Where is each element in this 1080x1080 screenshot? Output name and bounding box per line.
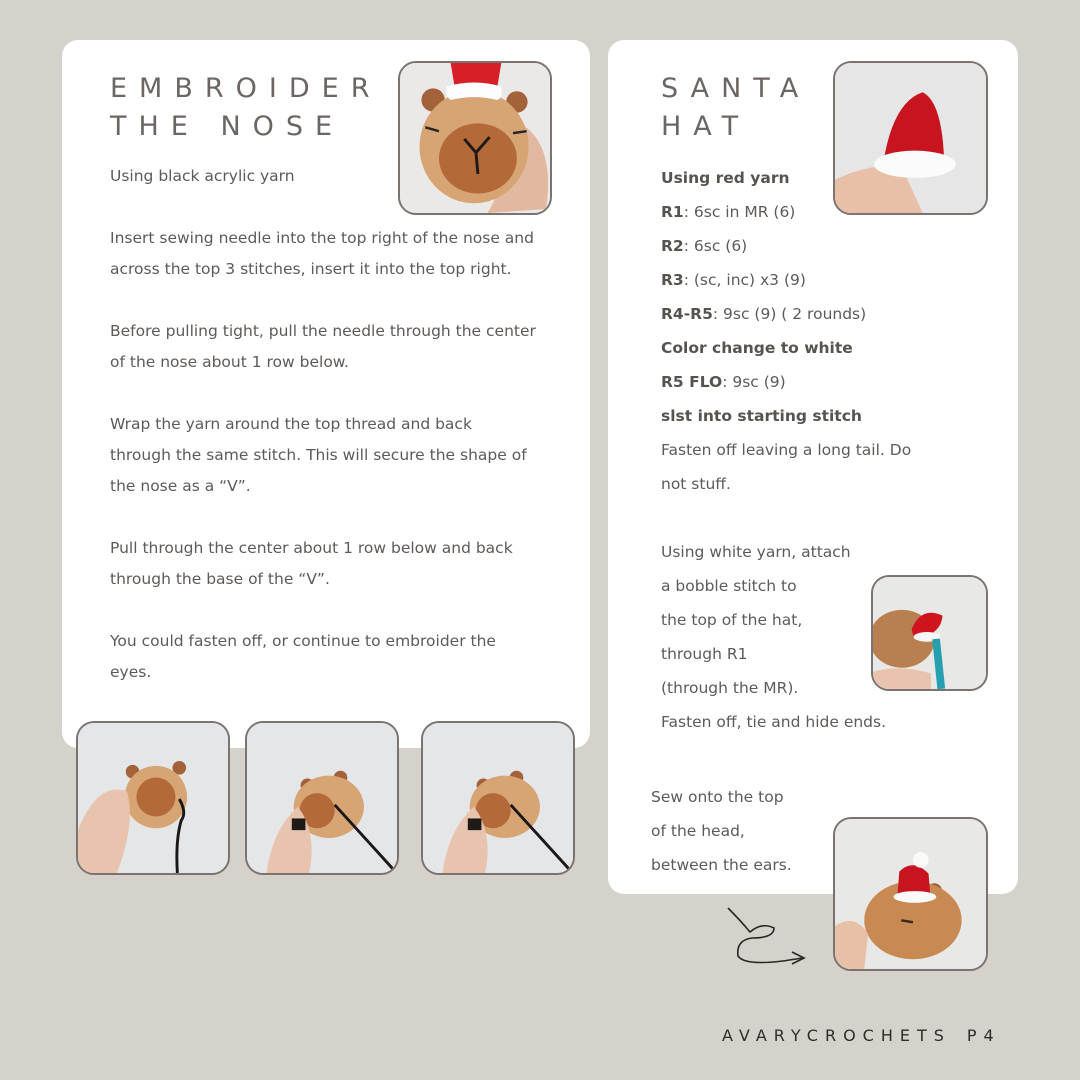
fasten-note: not stuff. [661, 475, 731, 493]
embroider-title [110, 70, 381, 146]
bobble-line: a bobble stitch to [661, 577, 797, 595]
nose-step-3-photo [421, 721, 575, 875]
sew-instructions [651, 780, 851, 882]
title-line-2: THE NOSE [110, 111, 345, 142]
instruction-line: across the top 3 stitches, insert it into the top right. [110, 260, 512, 278]
yarn-note: Using black acrylic yarn [110, 167, 295, 185]
santa-hat-title [661, 70, 810, 146]
yarn-note: Using red yarn [661, 169, 790, 187]
row-label: R3 [661, 271, 684, 289]
fasten-note: Fasten off leaving a long tail. Do [661, 441, 912, 459]
instruction-line: through the same stitch. This will secure the shape of [110, 446, 527, 464]
slst-note: slst into starting stitch [661, 407, 862, 425]
instruction-line: Before pulling tight, pull the needle through the center [110, 322, 536, 340]
bobble-stitch-photo [871, 575, 988, 691]
curly-arrow-icon [722, 902, 812, 972]
row-label: R2 [661, 237, 684, 255]
fasten-end-note: Fasten off, tie and hide ends. [661, 713, 887, 731]
row-label: R1 [661, 203, 684, 221]
row-text: : 9sc (9) ( 2 rounds) [712, 305, 867, 323]
bobble-line: Using white yarn, attach [661, 543, 851, 561]
sew-line: of the head, [651, 822, 745, 840]
row-text: : 6sc (6) [683, 237, 748, 255]
santa-hat-photo [833, 61, 988, 215]
row-text: : 6sc in MR (6) [683, 203, 796, 221]
bobble-line: through R1 [661, 645, 748, 663]
sew-line: Sew onto the top [651, 788, 784, 806]
row-label: R4-R5 [661, 305, 713, 323]
title-line-1: SANTA [661, 73, 811, 104]
title-line-1: EMBROIDER [110, 73, 382, 104]
pattern-row-r3 [661, 263, 1011, 297]
pattern-row-r4-r5 [661, 297, 1011, 331]
embroider-instructions [110, 223, 580, 688]
bobble-line: the top of the hat, [661, 611, 803, 629]
row-text: : 9sc (9) [722, 373, 786, 391]
instruction-line: You could fasten off, or continue to embroider the [110, 632, 496, 650]
nose-step-2-photo [245, 721, 399, 875]
bobble-line: (through the MR). [661, 679, 799, 697]
instruction-line: of the nose about 1 row below. [110, 353, 349, 371]
nose-step-1-photo [76, 721, 230, 875]
instruction-line: Wrap the yarn around the top thread and back [110, 415, 472, 433]
brand-name: AVARYCROCHETS [722, 1026, 951, 1045]
finished-capybara-photo [833, 817, 988, 971]
page-number: P4 [966, 1026, 1001, 1045]
instruction-line: Pull through the center about 1 row below and back [110, 539, 513, 557]
color-change-note: Color change to white [661, 339, 853, 357]
title-line-2: HAT [661, 111, 751, 142]
row-label: R5 FLO [661, 373, 723, 391]
row-text: : (sc, inc) x3 (9) [683, 271, 806, 289]
instruction-line: Insert sewing needle into the top right of the nose and [110, 229, 534, 247]
instruction-line: through the base of the “V”. [110, 570, 330, 588]
sew-line: between the ears. [651, 856, 792, 874]
pattern-row-r2 [661, 229, 1011, 263]
page-footer [722, 1026, 1001, 1045]
capybara-nose-closeup-photo [398, 61, 552, 215]
pattern-row-r5-flo [661, 365, 1011, 399]
instruction-line: the nose as a “V”. [110, 477, 251, 495]
instruction-line: eyes. [110, 663, 152, 681]
